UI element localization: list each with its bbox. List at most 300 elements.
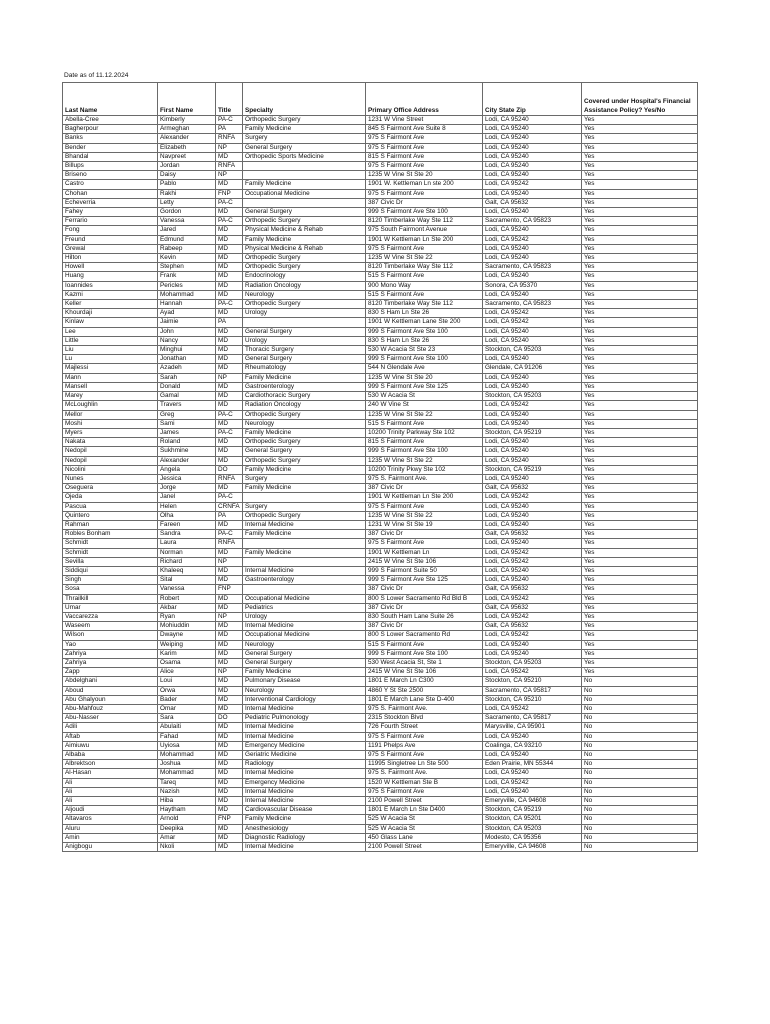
title-cell: MD [216, 548, 243, 557]
title-cell: MD [216, 208, 243, 217]
city-state-zip-cell: Stockton, CA 95219 [483, 465, 582, 474]
table-row [63, 281, 698, 290]
specialty-cell: Neurology [243, 290, 366, 299]
specialty-cell: Family Medicine [243, 815, 366, 824]
title-cell: NP [216, 668, 243, 677]
table-row [63, 208, 698, 217]
title-cell: MD [216, 824, 243, 833]
coverage-cell: Yes [582, 373, 698, 382]
last-name-cell: Vaccarezza [63, 612, 158, 621]
city-state-zip-cell: Marysville, CA 95901 [483, 723, 582, 732]
last-name-cell: Grewal [63, 244, 158, 253]
title-cell: MD [216, 797, 243, 806]
coverage-cell: Yes [582, 198, 698, 207]
specialty-cell: Family Medicine [243, 465, 366, 474]
title-cell: PA-C [216, 428, 243, 437]
office-address-cell: 1520 W Kettleman Ste B [366, 778, 483, 787]
table-row [63, 447, 698, 456]
specialty-cell: Urology [243, 309, 366, 318]
table-row [63, 658, 698, 667]
first-name-cell: Mohammad [158, 769, 216, 778]
first-name-cell: Frank [158, 272, 216, 281]
city-state-zip-cell: Lodi, CA 95240 [483, 640, 582, 649]
office-address-cell: 1901 W Kettleman Ln [366, 548, 483, 557]
office-address-cell: 975 S Fairmont Ave [366, 539, 483, 548]
last-name-cell: Oseguera [63, 484, 158, 493]
title-cell: MD [216, 382, 243, 391]
coverage-cell: Yes [582, 410, 698, 419]
last-name-cell: Albaba [63, 751, 158, 760]
coverage-cell: Yes [582, 272, 698, 281]
specialty-cell: Family Medicine [243, 548, 366, 557]
city-state-zip-cell: Lodi, CA 95240 [483, 410, 582, 419]
last-name-cell: Anigbogu [63, 843, 158, 852]
first-name-cell: Jared [158, 226, 216, 235]
title-cell: NP [216, 143, 243, 152]
table-row [63, 585, 698, 594]
specialty-cell: General Surgery [243, 649, 366, 658]
table-row [63, 162, 698, 171]
coverage-cell: Yes [582, 217, 698, 226]
office-address-cell: 530 West Acacia St, Ste 1 [366, 658, 483, 667]
city-state-zip-cell: Lodi, CA 95240 [483, 732, 582, 741]
specialty-cell: General Surgery [243, 327, 366, 336]
city-state-zip-cell: Lodi, CA 95242 [483, 180, 582, 189]
coverage-cell: No [582, 714, 698, 723]
office-address-cell: 726 Fourth Street [366, 723, 483, 732]
specialty-cell: Orthopedic Surgery [243, 263, 366, 272]
coverage-cell: Yes [582, 428, 698, 437]
city-state-zip-cell: Lodi, CA 95240 [483, 152, 582, 161]
coverage-cell: No [582, 769, 698, 778]
city-state-zip-cell: Galt, CA 95632 [483, 484, 582, 493]
last-name-cell: Adili [63, 723, 158, 732]
first-name-cell: Laura [158, 539, 216, 548]
title-cell: MD [216, 447, 243, 456]
coverage-cell: Yes [582, 281, 698, 290]
title-cell: NP [216, 171, 243, 180]
city-state-zip-cell: Lodi, CA 95242 [483, 401, 582, 410]
specialty-cell: Internal Medicine [243, 622, 366, 631]
first-name-cell: Khaleeq [158, 566, 216, 575]
city-state-zip-cell: Lodi, CA 95240 [483, 576, 582, 585]
table-row [63, 171, 698, 180]
first-name-cell: Sital [158, 576, 216, 585]
title-cell: MD [216, 364, 243, 373]
last-name-cell: Aftab [63, 732, 158, 741]
last-name-cell: Mann [63, 373, 158, 382]
last-name-cell: Chohan [63, 189, 158, 198]
office-address-cell: 387 Civic Dr [366, 530, 483, 539]
coverage-cell: Yes [582, 658, 698, 667]
table-row [63, 815, 698, 824]
city-state-zip-cell: Lodi, CA 95242 [483, 493, 582, 502]
specialty-cell: Orthopedic Surgery [243, 511, 366, 520]
last-name-cell: Nicolini [63, 465, 158, 474]
office-address-cell: 387 Civic Dr [366, 585, 483, 594]
specialty-cell [243, 318, 366, 327]
first-name-cell: Ryan [158, 612, 216, 621]
first-name-cell: Jordan [158, 162, 216, 171]
coverage-cell: Yes [582, 171, 698, 180]
title-cell: MD [216, 732, 243, 741]
table-row [63, 189, 698, 198]
coverage-cell: Yes [582, 456, 698, 465]
first-name-cell: Kimberly [158, 116, 216, 125]
specialty-cell: Family Medicine [243, 125, 366, 134]
table-row [63, 244, 698, 253]
first-name-cell: Olha [158, 511, 216, 520]
last-name-cell: Keller [63, 300, 158, 309]
title-cell: PA-C [216, 493, 243, 502]
last-name-cell: Bagherpour [63, 125, 158, 134]
title-cell: MD [216, 649, 243, 658]
city-state-zip-cell: Stockton, CA 95203 [483, 824, 582, 833]
last-name-cell: Abu-Mahfouz [63, 705, 158, 714]
title-cell: FNP [216, 585, 243, 594]
office-address-cell: 2415 W Vine St Ste 106 [366, 668, 483, 677]
table-row [63, 705, 698, 714]
specialty-cell: Interventional Cardiology [243, 695, 366, 704]
table-row [63, 410, 698, 419]
title-cell: MD [216, 235, 243, 244]
city-state-zip-cell: Lodi, CA 95240 [483, 566, 582, 575]
coverage-cell: Yes [582, 465, 698, 474]
first-name-cell: Bader [158, 695, 216, 704]
last-name-cell: Ali [63, 778, 158, 787]
city-state-zip-cell: Stockton, CA 95210 [483, 677, 582, 686]
last-name-cell: Aimiuwu [63, 741, 158, 750]
title-cell: MD [216, 723, 243, 732]
last-name-cell: Freund [63, 235, 158, 244]
office-address-cell: 10200 Trinity Parkway Ste 102 [366, 428, 483, 437]
table-row [63, 336, 698, 345]
title-cell: CRNFA [216, 502, 243, 511]
last-name-cell: Rahman [63, 520, 158, 529]
title-cell: PA [216, 125, 243, 134]
coverage-cell: Yes [582, 622, 698, 631]
office-address-cell: 900 Mono Way [366, 281, 483, 290]
first-name-cell: Mohammad [158, 290, 216, 299]
last-name-cell: Lee [63, 327, 158, 336]
first-name-cell: Mohiuddin [158, 622, 216, 631]
city-state-zip-cell: Lodi, CA 95242 [483, 778, 582, 787]
table-row [63, 125, 698, 134]
city-state-zip-cell: Lodi, CA 95240 [483, 751, 582, 760]
first-name-cell: Donald [158, 382, 216, 391]
coverage-cell: Yes [582, 557, 698, 566]
city-state-zip-cell: Lodi, CA 95240 [483, 373, 582, 382]
title-cell: DO [216, 465, 243, 474]
office-address-cell: 1235 W Vine St Ste 22 [366, 254, 483, 263]
specialty-cell: Urology [243, 612, 366, 621]
city-state-zip-cell: Lodi, CA 95242 [483, 612, 582, 621]
first-name-cell: Deepika [158, 824, 216, 833]
office-address-cell: 830 S Ham Ln Ste 26 [366, 309, 483, 318]
specialty-cell [243, 198, 366, 207]
title-cell: PA-C [216, 198, 243, 207]
city-state-zip-cell: Lodi, CA 95242 [483, 668, 582, 677]
title-cell: MD [216, 658, 243, 667]
table-row [63, 631, 698, 640]
coverage-cell: Yes [582, 530, 698, 539]
city-state-zip-cell: Sacramento, CA 95817 [483, 714, 582, 723]
coverage-cell: Yes [582, 520, 698, 529]
city-state-zip-cell: Stockton, CA 95219 [483, 428, 582, 437]
last-name-cell: Kinlaw [63, 318, 158, 327]
title-cell: MD [216, 272, 243, 281]
city-state-zip-cell: Stockton, CA 95203 [483, 392, 582, 401]
office-address-cell: 800 S Lower Sacramento Rd [366, 631, 483, 640]
last-name-cell: Majlessi [63, 364, 158, 373]
title-cell: MD [216, 603, 243, 612]
last-name-cell: Castro [63, 180, 158, 189]
city-state-zip-cell: Stockton, CA 95203 [483, 346, 582, 355]
first-name-cell: Fareen [158, 520, 216, 529]
first-name-cell: Greg [158, 410, 216, 419]
first-name-cell: Gamal [158, 392, 216, 401]
coverage-cell: Yes [582, 125, 698, 134]
specialty-cell: Cardiovascular Disease [243, 806, 366, 815]
title-cell: MD [216, 244, 243, 253]
city-state-zip-cell: Lodi, CA 95240 [483, 272, 582, 281]
city-state-zip-cell: Lodi, CA 95240 [483, 502, 582, 511]
office-address-cell: 4860 Y St Ste 2500 [366, 686, 483, 695]
specialty-cell: Pediatric Pulmonology [243, 714, 366, 723]
first-name-cell: Elizabeth [158, 143, 216, 152]
table-row [63, 355, 698, 364]
office-address-cell: 800 S Lower Sacramento Rd Bld B [366, 594, 483, 603]
table-row [63, 695, 698, 704]
last-name-cell: Mellor [63, 410, 158, 419]
first-name-cell: Mohammad [158, 751, 216, 760]
first-name-cell: James [158, 428, 216, 437]
table-row [63, 318, 698, 327]
first-name-cell: Jorge [158, 484, 216, 493]
city-state-zip-cell: Lodi, CA 95242 [483, 557, 582, 566]
table-row [63, 152, 698, 161]
specialty-cell: Orthopedic Surgery [243, 254, 366, 263]
first-name-cell: Daisy [158, 171, 216, 180]
title-cell: PA-C [216, 217, 243, 226]
table-row [63, 824, 698, 833]
title-cell: MD [216, 833, 243, 842]
last-name-cell: Albrektson [63, 760, 158, 769]
city-state-zip-cell: Coalinga, CA 93210 [483, 741, 582, 750]
table-row [63, 520, 698, 529]
table-row [63, 806, 698, 815]
document-date: Date as of 11.12.2024 [64, 72, 129, 79]
last-name-cell: Schmidt [63, 548, 158, 557]
specialty-cell: Internal Medicine [243, 705, 366, 714]
coverage-cell: No [582, 806, 698, 815]
first-name-cell: Loui [158, 677, 216, 686]
last-name-cell: Little [63, 336, 158, 345]
coverage-cell: Yes [582, 309, 698, 318]
table-row [63, 346, 698, 355]
specialty-cell: General Surgery [243, 447, 366, 456]
title-cell: MD [216, 787, 243, 796]
coverage-cell: No [582, 797, 698, 806]
specialty-cell: Orthopedic Surgery [243, 300, 366, 309]
coverage-cell: No [582, 751, 698, 760]
office-address-cell: 975 S Fairmont Ave [366, 787, 483, 796]
first-name-cell: Angela [158, 465, 216, 474]
specialty-cell: Pulmonary Disease [243, 677, 366, 686]
city-state-zip-cell: Sonora, CA 95370 [483, 281, 582, 290]
office-address-cell: 8120 Timberlake Way Ste 112 [366, 263, 483, 272]
coverage-cell: Yes [582, 401, 698, 410]
table-row [63, 438, 698, 447]
specialty-cell: Family Medicine [243, 530, 366, 539]
title-cell: MD [216, 226, 243, 235]
title-cell: MD [216, 438, 243, 447]
coverage-cell: Yes [582, 548, 698, 557]
specialty-cell: Radiation Oncology [243, 401, 366, 410]
office-address-cell: 8120 Timberlake Way Ste 112 [366, 300, 483, 309]
first-name-cell: Akbar [158, 603, 216, 612]
city-state-zip-cell: Lodi, CA 95240 [483, 456, 582, 465]
office-address-cell: 515 S Fairmont Ave [366, 290, 483, 299]
office-address-cell: 975 South Fairmont Avenue [366, 226, 483, 235]
specialty-cell: Surgery [243, 134, 366, 143]
coverage-cell: Yes [582, 640, 698, 649]
city-state-zip-cell: Eden Prairie, MN 55344 [483, 760, 582, 769]
title-cell: MD [216, 336, 243, 345]
coverage-cell: No [582, 843, 698, 852]
first-name-cell: Gordon [158, 208, 216, 217]
office-address-cell: 1801 E March Ln Ste D400 [366, 806, 483, 815]
specialty-cell [243, 493, 366, 502]
last-name-cell: Ioannides [63, 281, 158, 290]
office-address-cell: 975 S Fairmont Ave [366, 244, 483, 253]
first-name-cell: Jaimie [158, 318, 216, 327]
city-state-zip-cell: Sacramento, CA 95823 [483, 217, 582, 226]
specialty-cell: Rheumatology [243, 364, 366, 373]
first-name-cell: Joshua [158, 760, 216, 769]
table-row [63, 465, 698, 474]
table-row [63, 833, 698, 842]
coverage-cell: Yes [582, 511, 698, 520]
table-row [63, 751, 698, 760]
office-address-cell: 975 S Fairmont Ave [366, 189, 483, 198]
specialty-cell: Orthopedic Surgery [243, 116, 366, 125]
city-state-zip-cell: Glendale, CA 91206 [483, 364, 582, 373]
first-name-cell: Rabeep [158, 244, 216, 253]
table-row [63, 116, 698, 125]
header-primary-office-address: Primary Office Address [366, 83, 483, 116]
first-name-cell: Richard [158, 557, 216, 566]
specialty-cell [243, 557, 366, 566]
city-state-zip-cell: Lodi, CA 95240 [483, 382, 582, 391]
table-row [63, 364, 698, 373]
last-name-cell: Ali [63, 797, 158, 806]
specialty-cell: Orthopedic Surgery [243, 438, 366, 447]
last-name-cell: Robles Bonham [63, 530, 158, 539]
first-name-cell: Sandra [158, 530, 216, 539]
title-cell: MD [216, 843, 243, 852]
last-name-cell: Abdelghani [63, 677, 158, 686]
city-state-zip-cell: Lodi, CA 95242 [483, 594, 582, 603]
specialty-cell: Emergency Medicine [243, 778, 366, 787]
table-row [63, 723, 698, 732]
office-address-cell: 11995 Singletree Ln Ste 500 [366, 760, 483, 769]
first-name-cell: Vanessa [158, 217, 216, 226]
table-row [63, 677, 698, 686]
coverage-cell: Yes [582, 382, 698, 391]
first-name-cell: Nkoli [158, 843, 216, 852]
title-cell: MD [216, 566, 243, 575]
table-row [63, 760, 698, 769]
city-state-zip-cell: Lodi, CA 95240 [483, 171, 582, 180]
city-state-zip-cell: Galt, CA 95632 [483, 585, 582, 594]
last-name-cell: Umar [63, 603, 158, 612]
header-first-name: First Name [158, 83, 216, 116]
title-cell: MD [216, 484, 243, 493]
coverage-cell: Yes [582, 438, 698, 447]
first-name-cell: Dwayne [158, 631, 216, 640]
coverage-cell: Yes [582, 539, 698, 548]
first-name-cell: Helen [158, 502, 216, 511]
specialty-cell: Surgery [243, 502, 366, 511]
specialty-cell [243, 171, 366, 180]
city-state-zip-cell: Lodi, CA 95242 [483, 631, 582, 640]
city-state-zip-cell: Stockton, CA 95203 [483, 658, 582, 667]
office-address-cell: 387 Civic Dr [366, 198, 483, 207]
title-cell: MD [216, 290, 243, 299]
first-name-cell: Osama [158, 658, 216, 667]
city-state-zip-cell: Lodi, CA 95240 [483, 189, 582, 198]
title-cell: NP [216, 612, 243, 621]
specialty-cell: Family Medicine [243, 373, 366, 382]
specialty-cell: Pediatrics [243, 603, 366, 612]
table-row [63, 778, 698, 787]
table-row [63, 382, 698, 391]
table-row [63, 622, 698, 631]
title-cell: MD [216, 152, 243, 161]
specialty-cell: Gastroenterology [243, 576, 366, 585]
table-row [63, 327, 698, 336]
coverage-cell: Yes [582, 474, 698, 483]
last-name-cell: Singh [63, 576, 158, 585]
coverage-cell: No [582, 677, 698, 686]
office-address-cell: 2100 Powell Street [366, 843, 483, 852]
last-name-cell: Echeverria [63, 198, 158, 207]
city-state-zip-cell: Lodi, CA 95242 [483, 318, 582, 327]
office-address-cell: 975 S. Fairmont Ave. [366, 474, 483, 483]
coverage-cell: Yes [582, 116, 698, 125]
coverage-cell: Yes [582, 576, 698, 585]
office-address-cell: 530 W Acacia St [366, 392, 483, 401]
table-row [63, 843, 698, 852]
coverage-cell: Yes [582, 327, 698, 336]
last-name-cell: Abu-Nasser [63, 714, 158, 723]
city-state-zip-cell: Galt, CA 95632 [483, 603, 582, 612]
office-address-cell: 1235 W Vine St Ste 22 [366, 410, 483, 419]
office-address-cell: 1801 E March Ln C300 [366, 677, 483, 686]
first-name-cell: John [158, 327, 216, 336]
specialty-cell: Surgery [243, 474, 366, 483]
table-row [63, 511, 698, 520]
office-address-cell: 1231 W Vine Street [366, 116, 483, 125]
last-name-cell: Zahriya [63, 658, 158, 667]
specialty-cell: Neurology [243, 640, 366, 649]
specialty-cell: Family Medicine [243, 235, 366, 244]
header-title: Title [216, 83, 243, 116]
header-financial-assistance-coverage: Covered under Hospital's Financial Assistance Policy? Yes/No [582, 83, 698, 116]
coverage-cell: Yes [582, 502, 698, 511]
city-state-zip-cell: Galt, CA 95632 [483, 530, 582, 539]
